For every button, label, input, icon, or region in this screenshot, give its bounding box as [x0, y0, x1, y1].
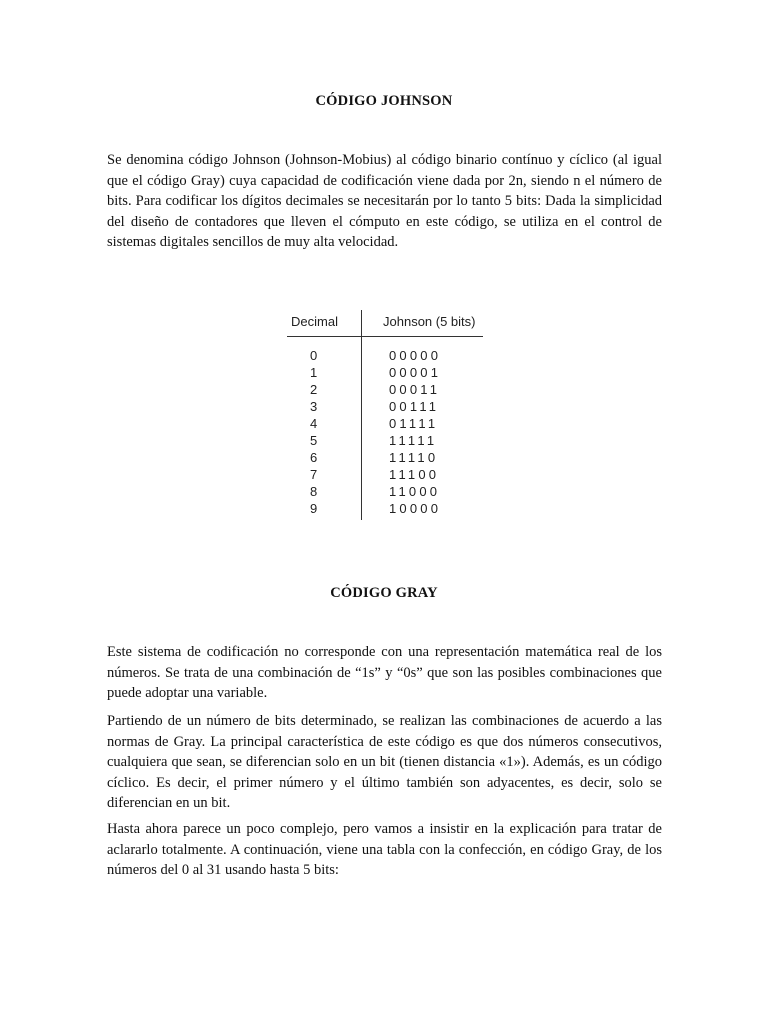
decimal-cell: 6: [310, 450, 318, 465]
decimal-cell: 3: [310, 399, 318, 414]
table-row: [287, 381, 487, 398]
johnson-code-cell: 11110: [389, 450, 439, 465]
table-row: [287, 347, 487, 364]
decimal-cell: 1: [310, 365, 318, 380]
table-row: [287, 364, 487, 381]
gray-heading: CÓDIGO GRAY: [330, 585, 438, 601]
johnson-code-cell: 11000: [389, 484, 441, 499]
table-row: [287, 483, 487, 500]
gray-paragraph-1: Este sistema de codificación no corresponde con una representación matemática real de los números. Se trata de una combinación de “1s” y “0s” que son las posibles combinaciones que puede adoptar una variable.: [107, 644, 662, 701]
gray-paragraph-3: Hasta ahora parece un poco complejo, pero vamos a insistir en la explicación para tratar de aclararlo totalmente. A continuación, viene una tabla con la confección, en código Gray, de los números del 0 al 31 usando hasta 5 bits:: [107, 821, 662, 878]
johnson-code-cell: 11100: [389, 467, 440, 482]
decimal-cell: 9: [310, 501, 318, 516]
table-row: [287, 466, 487, 483]
decimal-cell: 2: [310, 382, 318, 397]
table-horizontal-rule: [287, 336, 483, 337]
decimal-cell: 8: [310, 484, 318, 499]
table-row: [287, 500, 487, 517]
johnson-code-cell: 01111: [389, 416, 439, 431]
table-row: [287, 432, 487, 449]
johnson-code-cell: 00000: [389, 348, 442, 363]
decimal-cell: 4: [310, 416, 318, 431]
table-body: [287, 347, 487, 517]
table-header-johnson: Johnson (5 bits): [383, 314, 476, 329]
table-header-decimal: Decimal: [291, 314, 338, 329]
table-row: [287, 415, 487, 432]
johnson-paragraph: Se denomina código Johnson (Johnson-Mobius) al código binario contínuo y cíclico (al igual que el código Gray) cuya capacidad de codificación viene dada por 2n, siendo n el número de bits. Para codificar los dígitos decimales se necesitarán por lo tanto 5 bits: Dada la simplicidad del diseño de contadores que lleven el cómputo en este código, se utiliza en el control de sistemas digitales sencillos de muy alta velocidad.: [107, 152, 662, 250]
johnson-table: [287, 310, 487, 520]
johnson-code-cell: 00011: [389, 382, 441, 397]
johnson-code-cell: 10000: [389, 501, 442, 516]
gray-paragraph-2: Partiendo de un número de bits determinado, se realizan las combinaciones de acuerdo a las normas de Gray. La principal característica de este código es que dos números consecutivos, cualquiera que sean, se diferencian solo en un bit (tienen distancia «1»). Además, es un código cíclico. Es decir, el primer número y el último también son adyacentes, es decir, solo se diferencian en un bit.: [107, 713, 662, 811]
table-row: [287, 398, 487, 415]
decimal-cell: 7: [310, 467, 318, 482]
table-row: [287, 449, 487, 466]
johnson-code-cell: 00001: [389, 365, 442, 380]
johnson-heading: CÓDIGO JOHNSON: [315, 93, 453, 109]
decimal-cell: 5: [310, 433, 318, 448]
johnson-code-cell: 00111: [389, 399, 440, 414]
decimal-cell: 0: [310, 348, 318, 363]
johnson-code-cell: 11111: [389, 433, 438, 448]
